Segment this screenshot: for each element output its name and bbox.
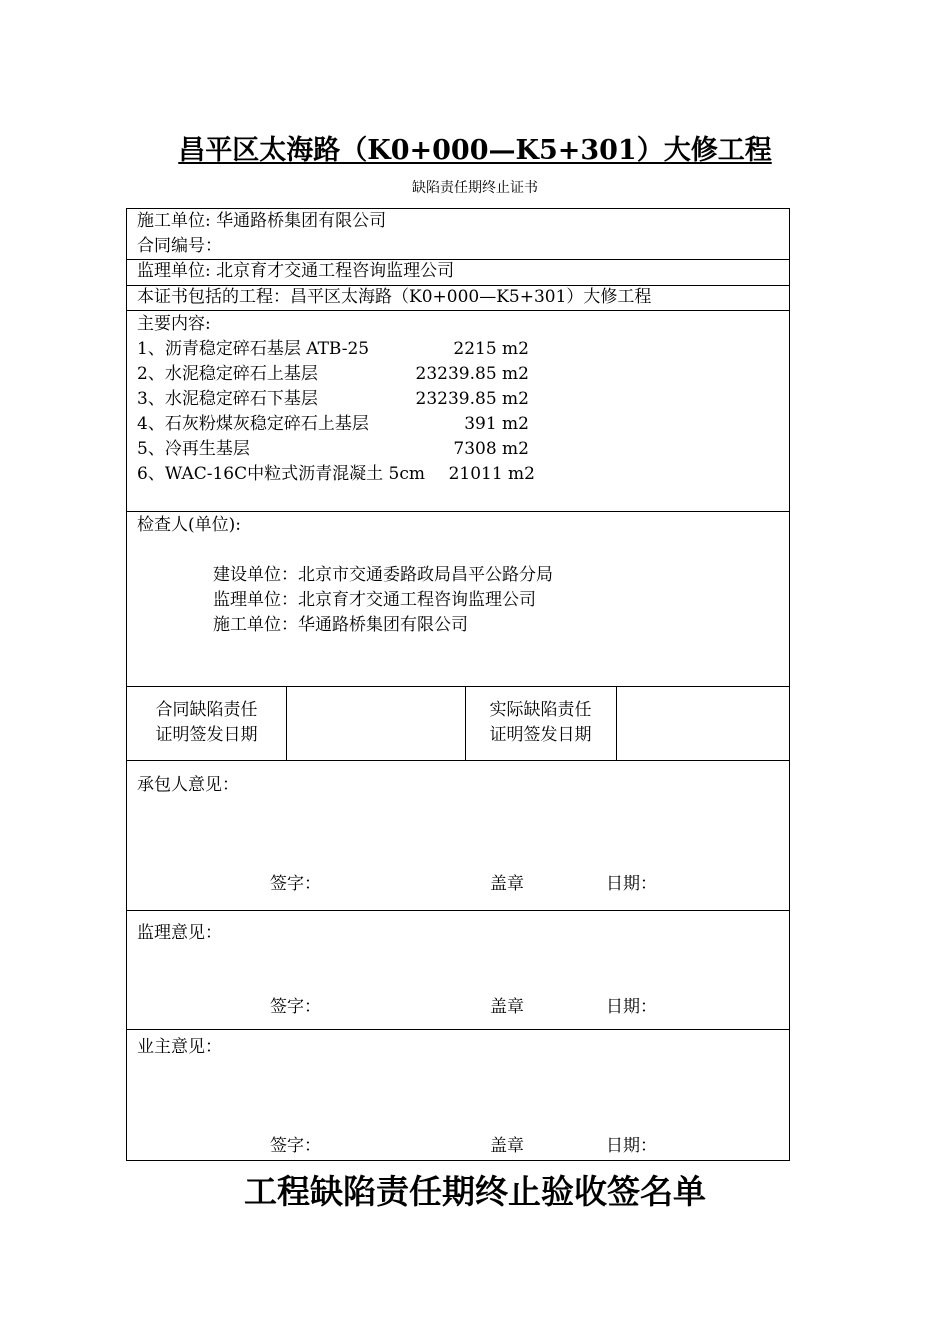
contract-date-label bbox=[127, 698, 286, 748]
contractor-line: 施工单位: 华通路桥集团有限公司 bbox=[137, 211, 387, 231]
inspector-client: 建设单位：北京市交通委路政局昌平公路分局 bbox=[213, 565, 553, 585]
work-item-qty: 23239.85 m2 bbox=[415, 389, 529, 409]
footer-title: 工程缺陷责任期终止验收签名单 bbox=[244, 1172, 706, 1211]
main-content-label: 主要内容: bbox=[137, 314, 211, 334]
inspector-contractor: 施工单位：华通路桥集团有限公司 bbox=[213, 615, 468, 635]
column-divider bbox=[616, 686, 617, 760]
contractor-date-label: 日期： bbox=[606, 874, 657, 894]
actual-date-label-line1: 实际缺陷责任 bbox=[489, 700, 592, 720]
works-line: 本证书包括的工程：昌平区太海路（K0+000—K5+301）大修工程 bbox=[137, 287, 652, 307]
work-item-name: 5、冷再生基层 bbox=[137, 439, 250, 459]
supervisor-opinion-label: 监理意见： bbox=[137, 923, 222, 943]
contractor-seal-label: 盖章 bbox=[490, 874, 524, 894]
work-item-name: 3、水泥稳定碎石下基层 bbox=[137, 389, 318, 409]
owner-seal-label: 盖章 bbox=[490, 1136, 524, 1156]
contract-date-label-line1: 合同缺陷责任 bbox=[155, 700, 258, 720]
row-divider bbox=[127, 1029, 789, 1030]
work-item-name: 6、WAC-16C中粒式沥青混凝土 5cm bbox=[137, 464, 425, 484]
inspector-supervisor: 监理单位：北京育才交通工程咨询监理公司 bbox=[213, 590, 536, 610]
supervisor-line: 监理单位: 北京育才交通工程咨询监理公司 bbox=[137, 261, 455, 281]
actual-date-label-line2: 证明签发日期 bbox=[489, 725, 592, 745]
contract-date-label-line2: 证明签发日期 bbox=[155, 725, 258, 745]
row-divider bbox=[127, 760, 789, 761]
inspector-label: 检查人(单位): bbox=[137, 515, 241, 535]
owner-sign-label: 签字： bbox=[270, 1136, 321, 1156]
supervisor-seal-label: 盖章 bbox=[490, 997, 524, 1017]
certificate-form bbox=[126, 208, 790, 1161]
row-divider bbox=[127, 910, 789, 911]
work-item-qty: 2215 m2 bbox=[453, 339, 529, 359]
supervisor-sign-label: 签字： bbox=[270, 997, 321, 1017]
row-divider bbox=[127, 511, 789, 512]
work-item-qty: 21011 m2 bbox=[448, 464, 535, 484]
document-title: 昌平区太海路（K0+000—K5+301）大修工程 bbox=[178, 135, 772, 166]
row-divider bbox=[127, 310, 789, 311]
supervisor-date-label: 日期： bbox=[606, 997, 657, 1017]
owner-date-label: 日期： bbox=[606, 1136, 657, 1156]
document-subtitle: 缺陷责任期终止证书 bbox=[412, 180, 538, 196]
actual-date-label bbox=[465, 698, 616, 748]
work-item-name: 1、沥青稳定碎石基层 ATB-25 bbox=[137, 339, 370, 359]
work-item-qty: 7308 m2 bbox=[453, 439, 529, 459]
work-item-qty: 23239.85 m2 bbox=[415, 364, 529, 384]
contractor-sign-label: 签字： bbox=[270, 874, 321, 894]
owner-opinion-label: 业主意见： bbox=[137, 1037, 222, 1057]
work-item-qty: 391 m2 bbox=[464, 414, 529, 434]
contractor-opinion-label: 承包人意见： bbox=[137, 775, 239, 795]
work-item-name: 2、水泥稳定碎石上基层 bbox=[137, 364, 318, 384]
column-divider bbox=[286, 686, 287, 760]
work-item-name: 4、石灰粉煤灰稳定碎石上基层 bbox=[137, 414, 369, 434]
row-divider bbox=[127, 686, 789, 687]
contract-number-line: 合同编号： bbox=[137, 236, 222, 256]
